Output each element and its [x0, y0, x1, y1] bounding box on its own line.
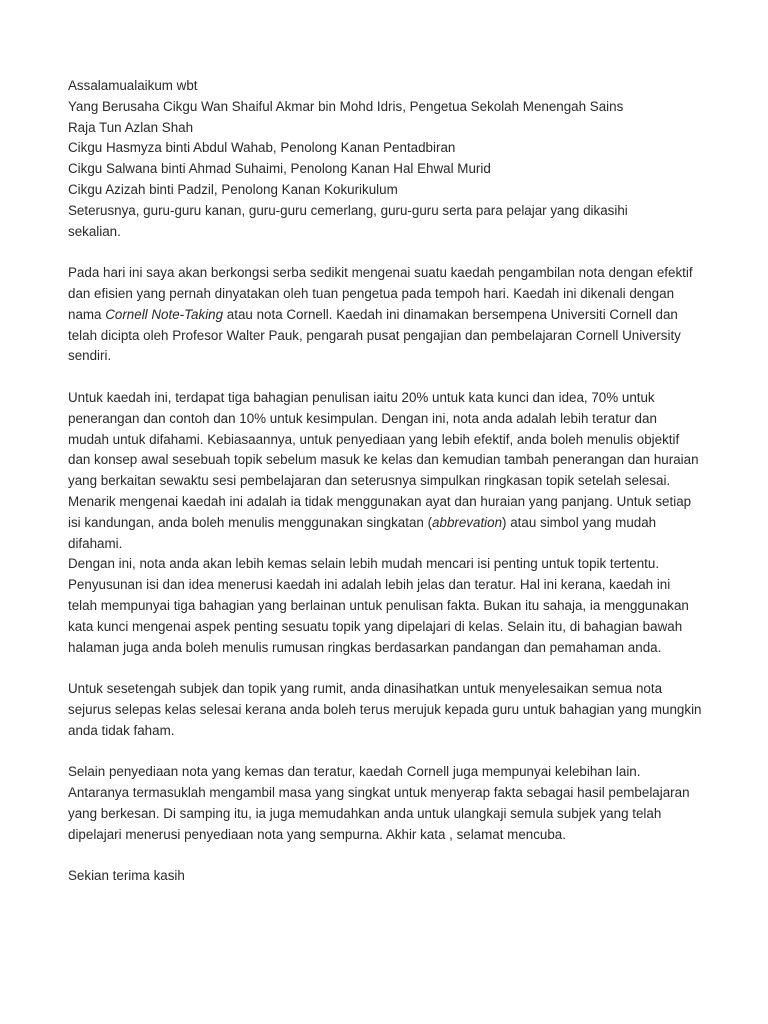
intro-paragraph: [68, 263, 718, 367]
paragraph-spacer: [68, 742, 718, 763]
greeting-line: Raja Tun Azlan Shah: [68, 119, 194, 135]
benefits-line: dipelajari menerusi penyediaan nota yang sempurna. Akhir kata , selamat mencuba.: [68, 826, 566, 842]
method-line: halaman juga anda boleh menulis rumusan ringkas berdasarkan pandangan dan pemahaman anda.: [68, 639, 662, 655]
cornell-note-taking-term: Cornell Note-Taking: [105, 306, 224, 322]
method-line: [68, 513, 718, 534]
method-line: telah mempunyai tiga bahagian yang berlainan untuk penulisan fakta. Bukan itu sahaja, ia menggunakan: [68, 597, 689, 613]
document-page: [68, 76, 718, 887]
paragraph-spacer: [68, 658, 718, 679]
abbrevation-term: abbrevation: [432, 514, 503, 530]
intro-line: sendiri.: [68, 348, 112, 364]
greeting-line: Cikgu Azizah binti Padzil, Penolong Kanan Kokurikulum: [68, 181, 398, 197]
paragraph-spacer: [68, 367, 718, 388]
greeting-line: Cikgu Hasmyza binti Abdul Wahab, Penolong Kanan Pentadbiran: [68, 140, 456, 156]
intro-text: nama: [68, 306, 106, 322]
intro-text: atau nota Cornell. Kaedah ini dinamakan bersempena Universiti Cornell dan: [223, 306, 678, 322]
greeting-line: Seterusnya, guru-guru kanan, guru-guru cemerlang, guru-guru serta para pelajar yang dikasihi: [68, 202, 628, 218]
greeting-line: sekalian.: [68, 223, 121, 239]
method-text: ) atau simbol yang mudah: [502, 514, 657, 530]
advice-line: anda tidak faham.: [68, 722, 175, 738]
paragraph-spacer: [68, 845, 718, 866]
method-text: isi kandungan, anda boleh menulis menggunakan singkatan (: [68, 514, 433, 530]
method-line: yang berkaitan sewaktu sesi pembelajaran dan seterusnya simpulkan ringkasan topik setelah selesai.: [68, 473, 671, 489]
intro-line: [68, 305, 718, 326]
method-line: kata kunci mengenai aspek penting sesuatu topik yang dipelajari di kelas. Selain itu, di bahagian bawah: [68, 618, 683, 634]
method-line: penerangan dan contoh dan 10% untuk kesimpulan. Dengan ini, nota anda adalah lebih teratur dan: [68, 410, 657, 426]
intro-line: dan efisien yang pernah dinyatakan oleh tuan pengetua pada tempoh hari. Kaedah ini dikenali dengan: [68, 285, 675, 301]
greeting-line: Yang Berusaha Cikgu Wan Shaiful Akmar bin Mohd Idris, Pengetua Sekolah Menengah Sains: [68, 98, 624, 114]
greeting-line: Cikgu Salwana binti Ahmad Suhaimi, Penolong Kanan Hal Ehwal Murid: [68, 161, 491, 177]
paragraph-spacer: [68, 242, 718, 263]
method-line: Dengan ini, nota anda akan lebih kemas selain lebih mudah mencari isi penting untuk topik tertentu.: [68, 556, 660, 572]
closing-line: Sekian terima kasih: [68, 868, 185, 884]
method-line: Menarik mengenai kaedah ini adalah ia tidak menggunakan ayat dan huraian yang panjang. Untuk setiap: [68, 493, 692, 509]
method-line: mudah untuk difahami. Kebiasaannya, untuk penyediaan yang lebih efektif, anda boleh menulis objektif: [68, 431, 680, 447]
method-line: Untuk kaedah ini, terdapat tiga bahagian penulisan iaitu 20% untuk kata kunci dan idea, 70% untuk: [68, 389, 655, 405]
greeting-paragraph: [68, 76, 718, 242]
advice-line: Untuk sesetengah subjek dan topik yang rumit, anda dinasihatkan untuk menyelesaikan semua nota: [68, 681, 663, 697]
advice-paragraph: [68, 679, 718, 741]
intro-line: Pada hari ini saya akan berkongsi serba sedikit mengenai suatu kaedah pengambilan nota dengan efektif: [68, 265, 693, 281]
advice-line: sejurus selepas kelas selesai kerana anda boleh terus merujuk kepada guru untuk bahagian yang mungkin: [68, 701, 702, 717]
closing-paragraph: [68, 866, 718, 887]
method-line: dan konsep awal sesebuah topik sebelum masuk ke kelas dan kemudian tambah penerangan dan huraian: [68, 452, 699, 468]
greeting-line: Assalamualaikum wbt: [68, 78, 198, 93]
benefits-line: yang berkesan. Di samping itu, ia juga memudahkan anda untuk ulangkaji semula subjek yang telah: [68, 805, 662, 821]
method-line: difahami.: [68, 535, 123, 551]
benefits-line: Antaranya termasuklah mengambil masa yang singkat untuk menyerap fakta sebagai hasil pembelajaran: [68, 785, 690, 801]
benefits-line: Selain penyediaan nota yang kemas dan teratur, kaedah Cornell juga mempunyai kelebihan lain.: [68, 764, 641, 780]
benefits-paragraph: [68, 762, 718, 845]
method-line: Penyusunan isi dan idea menerusi kaedah ini adalah lebih jelas dan teratur. Hal ini kerana, kaedah ini: [68, 577, 671, 593]
method-paragraph: [68, 388, 718, 658]
intro-line: telah dicipta oleh Profesor Walter Pauk, pengarah pusat pengajian dan pembelajaran Cornell University: [68, 327, 681, 343]
